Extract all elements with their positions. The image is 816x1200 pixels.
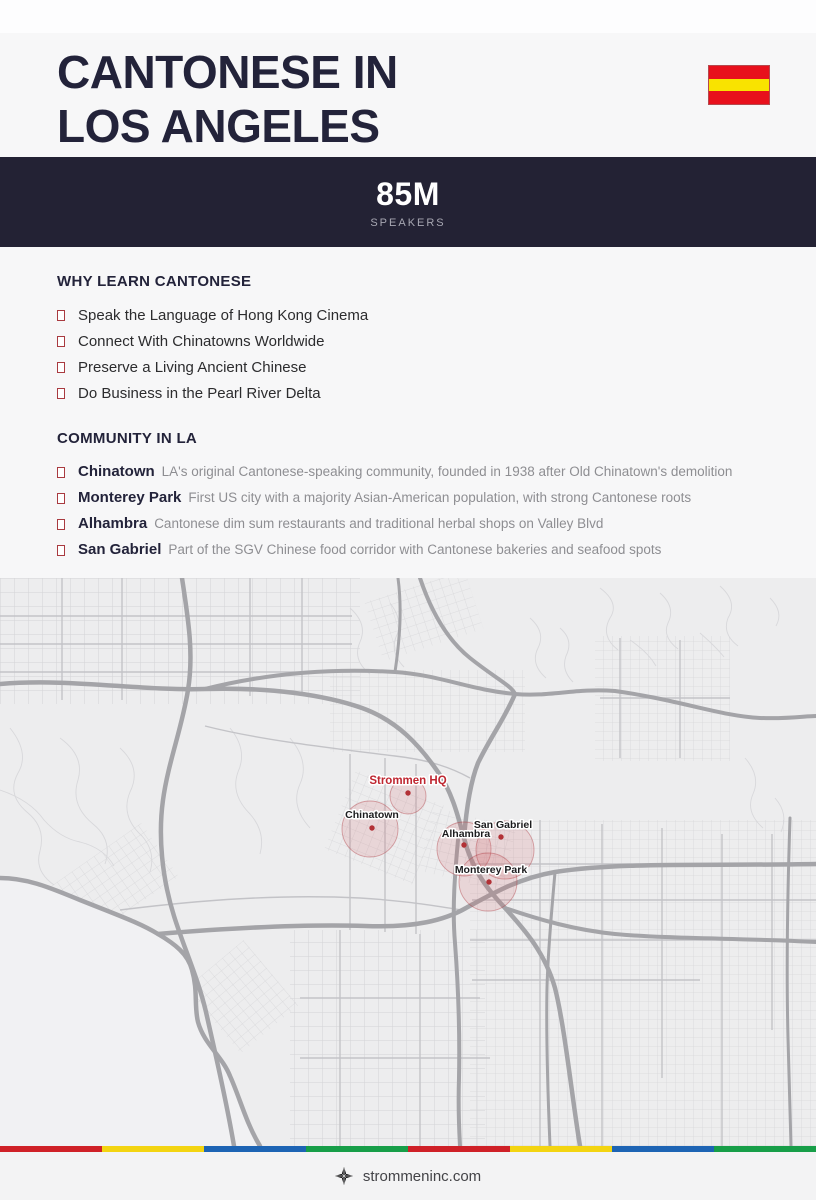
la-street-map <box>0 578 816 1146</box>
map-marker-monterey-park-icon <box>486 879 491 884</box>
page-title-line1: CANTONESE IN <box>57 46 398 98</box>
flag-band-red-top <box>709 66 769 79</box>
la-map-section <box>0 578 816 1146</box>
checkbox-icon <box>57 362 65 373</box>
list-item <box>57 459 759 485</box>
stripe-segment <box>204 1146 306 1152</box>
flag-band-yellow <box>709 79 769 92</box>
community-name: Alhambra <box>78 515 148 532</box>
community-name: Monterey Park <box>78 489 182 506</box>
stat-banner <box>0 157 816 247</box>
spain-flag-icon <box>708 65 770 105</box>
stripe-segment <box>510 1146 612 1152</box>
list-item <box>57 328 759 354</box>
list-item <box>57 537 759 563</box>
checkbox-icon <box>57 519 65 530</box>
list-item <box>57 380 759 406</box>
stripe-segment <box>306 1146 408 1152</box>
list-item-text: Preserve a Living Ancient Chinese <box>78 358 307 376</box>
page-title-line2: LOS ANGELES <box>57 100 380 152</box>
checkbox-icon <box>57 467 65 478</box>
stripe-segment <box>408 1146 510 1152</box>
footer <box>0 1152 816 1200</box>
checkbox-icon <box>57 336 65 347</box>
stripe-segment <box>612 1146 714 1152</box>
community-description: First US city with a majority Asian-American population, with strong Cantonese roots <box>188 490 692 505</box>
checkbox-icon <box>57 493 65 504</box>
stripe-segment <box>0 1146 102 1152</box>
map-marker-san-gabriel-icon <box>498 834 503 839</box>
checkbox-icon <box>57 310 65 321</box>
community-list <box>57 459 759 563</box>
why-learn-heading: WHY LEARN CANTONESE <box>57 273 252 290</box>
flag-band-red-bottom <box>709 91 769 104</box>
text-sections <box>0 247 816 578</box>
community-description: Part of the SGV Chinese food corridor with Cantonese bakeries and seafood spots <box>168 542 662 557</box>
map-label-alhambra: Alhambra <box>441 828 491 840</box>
list-item-text <box>78 515 603 533</box>
list-item <box>57 354 759 380</box>
speakers-count: 85M <box>376 175 440 212</box>
why-learn-list <box>57 302 759 406</box>
speakers-label: SPEAKERS <box>370 216 446 229</box>
map-marker-alhambra-icon <box>461 842 466 847</box>
strommen-star-logo-icon <box>335 1167 353 1185</box>
header <box>0 33 816 157</box>
map-marker-chinatown-icon <box>369 825 374 830</box>
community-description: LA's original Cantonese-speaking community, founded in 1938 after Old Chinatown's demolition <box>161 464 733 479</box>
community-name: Chinatown <box>78 463 155 480</box>
list-item <box>57 511 759 537</box>
map-marker-strommen-hq-icon <box>405 790 410 795</box>
map-label-strommen-hq: Strommen HQ <box>369 775 447 787</box>
list-item-text <box>78 463 732 481</box>
website-url: strommeninc.com <box>362 1167 482 1185</box>
list-item-text: Speak the Language of Hong Kong Cinema <box>78 306 369 324</box>
community-name: San Gabriel <box>78 541 162 558</box>
list-item <box>57 485 759 511</box>
community-heading: COMMUNITY IN LA <box>57 430 198 447</box>
top-margin-band <box>0 0 816 33</box>
list-item-text <box>78 489 691 507</box>
list-item-text <box>78 541 661 559</box>
community-description: Cantonese dim sum restaurants and traditional herbal shops on Valley Blvd <box>154 516 604 531</box>
list-item-text: Connect With Chinatowns Worldwide <box>78 332 325 350</box>
map-label-san-gabriel: San Gabriel <box>473 819 533 831</box>
stripe-segment <box>102 1146 204 1152</box>
map-label-chinatown: Chinatown <box>345 809 399 821</box>
list-item-text: Do Business in the Pearl River Delta <box>78 384 321 402</box>
stripe-segment <box>714 1146 816 1152</box>
checkbox-icon <box>57 545 65 556</box>
page-title <box>57 45 759 153</box>
brand-color-stripe <box>0 1146 816 1152</box>
list-item <box>57 302 759 328</box>
map-label-monterey-park: Monterey Park <box>454 864 528 876</box>
checkbox-icon <box>57 388 65 399</box>
